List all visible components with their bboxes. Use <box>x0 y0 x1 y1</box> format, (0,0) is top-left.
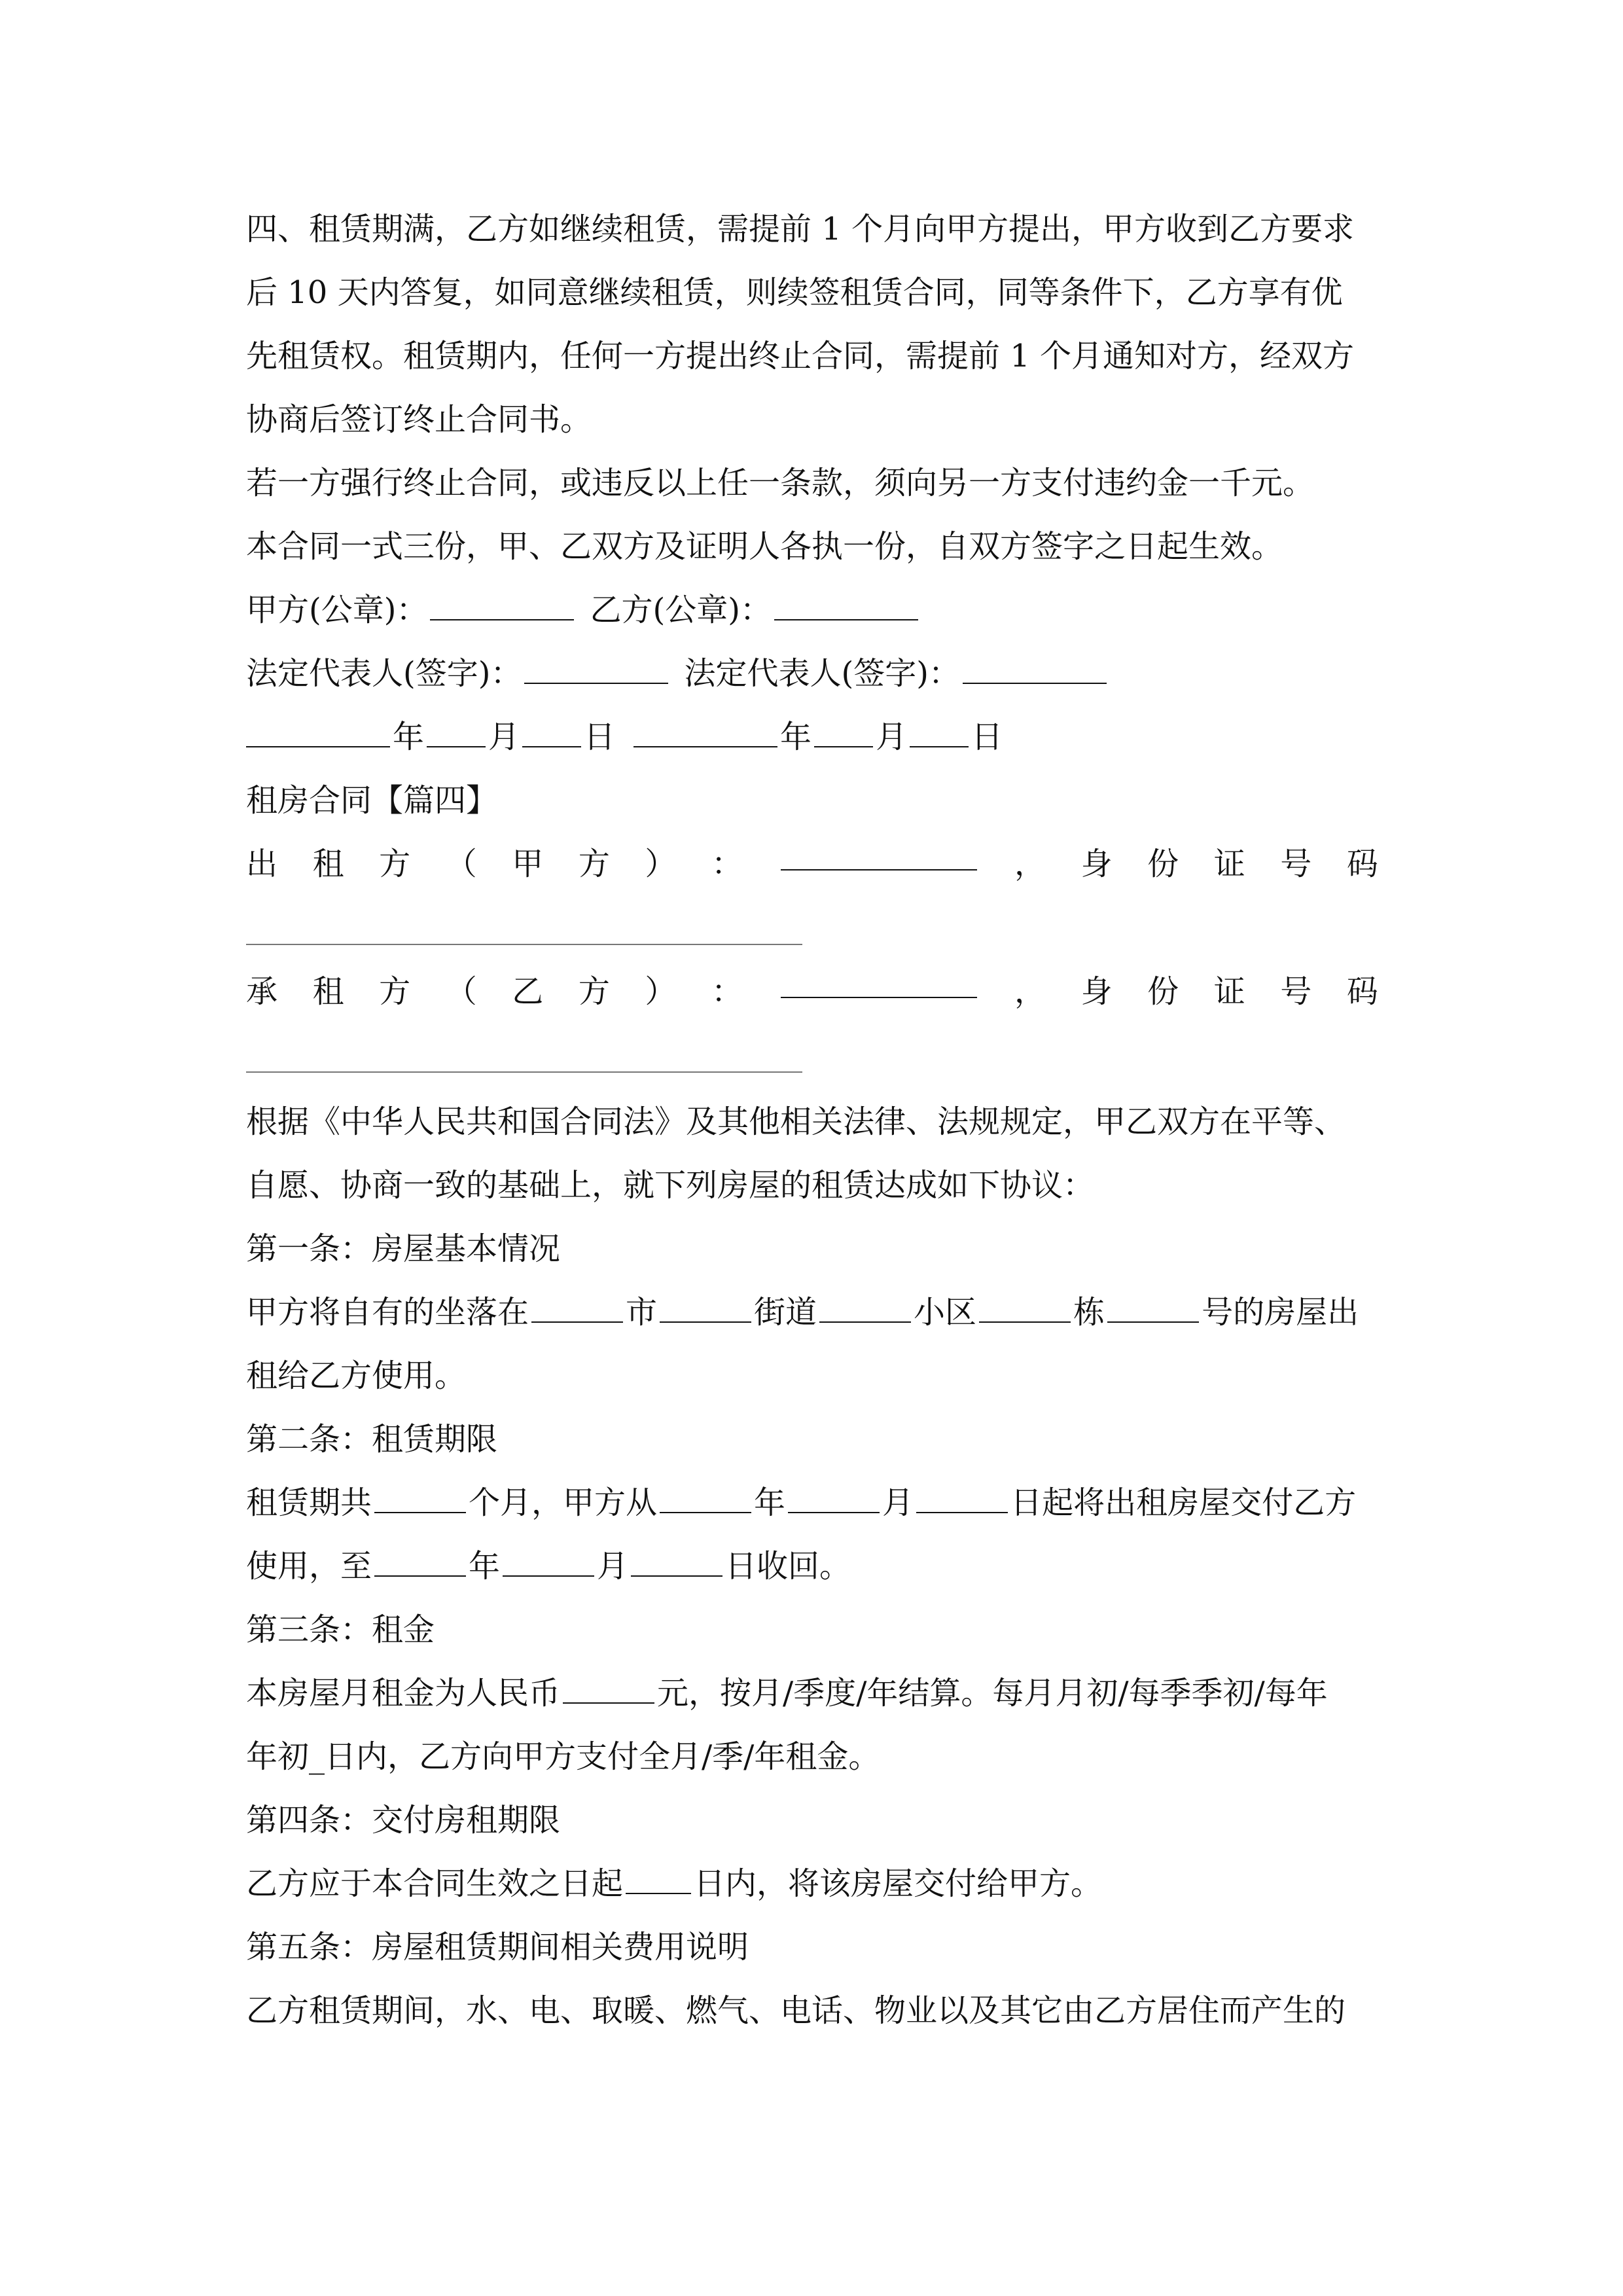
lessor-char: 身 <box>1080 846 1113 882</box>
party-a-seal-blank[interactable] <box>430 593 574 620</box>
article-2-line <box>246 1482 1356 1524</box>
start-year-blank[interactable] <box>660 1486 751 1513</box>
text-span: 个月，甲方从 <box>469 1484 658 1521</box>
lessee-char: 乙 <box>512 973 544 1010</box>
lessee-char: ） <box>645 973 677 1010</box>
number-blank[interactable] <box>1107 1295 1199 1323</box>
text-span: 日收回。 <box>725 1548 851 1585</box>
lessee-char: 份 <box>1147 973 1179 1010</box>
day-label: 日 <box>971 719 1003 755</box>
days-blank[interactable] <box>626 1867 691 1894</box>
paragraph-line: 先租赁权。租赁期内，任何一方提出终止合同，需提前 1 个月通知对方，经双方 <box>246 338 1355 374</box>
lessee-char: 号 <box>1280 973 1312 1010</box>
party-b-seal-label: 乙方(公章)： <box>590 592 772 628</box>
text-span: 日起将出租房屋交付乙方 <box>1010 1484 1357 1521</box>
building-blank[interactable] <box>979 1295 1071 1323</box>
street-blank[interactable] <box>660 1295 751 1323</box>
lessee-line <box>246 971 1378 1013</box>
lessor-char: 租 <box>312 846 344 882</box>
lessor-char: 甲 <box>512 846 544 882</box>
text-span: 号的房屋出 <box>1202 1294 1359 1331</box>
date-a-year-blank[interactable] <box>246 720 390 747</box>
start-day-blank[interactable] <box>916 1486 1008 1513</box>
lessor-char: 码 <box>1346 846 1378 882</box>
month-label: 月 <box>488 719 520 755</box>
lessor-char: （ <box>445 846 477 882</box>
article-1-title: 第一条：房屋基本情况 <box>246 1230 561 1267</box>
intro-line: 自愿、协商一致的基础上，就下列房屋的租赁达成如下协议： <box>246 1167 1095 1204</box>
end-day-blank[interactable] <box>631 1549 722 1577</box>
date-a-month-blank[interactable] <box>427 720 486 747</box>
article-4-title: 第四条：交付房租期限 <box>246 1802 561 1839</box>
lessee-char: ， <box>1014 973 1046 1010</box>
article-5-title: 第五条：房屋租赁期间相关费用说明 <box>246 1929 749 1965</box>
date-b-month-blank[interactable] <box>814 720 873 747</box>
start-month-blank[interactable] <box>788 1486 880 1513</box>
lessor-char: 号 <box>1280 846 1312 882</box>
text-span: 街道 <box>754 1294 817 1331</box>
year-label: 年 <box>393 719 425 755</box>
lessor-char: 方 <box>379 846 411 882</box>
day-label: 日 <box>584 719 616 755</box>
article-1-line <box>246 1291 1359 1333</box>
text-span: 市 <box>626 1294 658 1331</box>
end-month-blank[interactable] <box>503 1549 594 1577</box>
article-3-line <box>246 1672 1328 1714</box>
contract-heading: 租房合同【篇四】 <box>246 782 498 819</box>
text-span: 小区 <box>914 1294 977 1331</box>
text-span: 本房屋月租金为人民币 <box>246 1675 561 1712</box>
paragraph-line: 协商后签订终止合同书。 <box>246 401 592 438</box>
lessee-char: 证 <box>1213 973 1245 1010</box>
text-span: 年 <box>754 1484 786 1521</box>
lessor-char: 出 <box>246 846 278 882</box>
lessor-char: ： <box>711 846 743 882</box>
party-b-seal-blank[interactable] <box>774 593 918 620</box>
lessor-char: 份 <box>1147 846 1179 882</box>
lessee-char: 码 <box>1346 973 1378 1010</box>
city-blank[interactable] <box>531 1295 623 1323</box>
article-5-line: 乙方租赁期间，水、电、取暖、燃气、电话、物业以及其它由乙方居住而产生的 <box>246 1992 1346 2029</box>
text-span: 日内，将该房屋交付给甲方。 <box>694 1865 1103 1902</box>
lessee-id-blank[interactable] <box>246 1071 802 1073</box>
article-4-line <box>246 1863 1102 1905</box>
text-span: 月 <box>597 1548 629 1585</box>
lessor-char: ） <box>645 846 677 882</box>
rent-amount-blank[interactable] <box>563 1676 654 1704</box>
lessor-line <box>246 843 1378 885</box>
text-span: 租赁期共 <box>246 1484 372 1521</box>
copies-clause: 本合同一式三份，甲、乙双方及证明人各执一份，自双方签字之日起生效。 <box>246 528 1283 565</box>
lessee-char: 方 <box>578 973 610 1010</box>
article-1-line: 租给乙方使用。 <box>246 1357 467 1394</box>
lessor-char: ， <box>1014 846 1046 882</box>
text-span: 元，按月/季度/年结算。每月月初/每季季初/每年 <box>657 1675 1328 1712</box>
article-3-line: 年初_日内，乙方向甲方支付全月/季/年租金。 <box>246 1738 880 1775</box>
lessor-char: 方 <box>578 846 610 882</box>
date-b-day-blank[interactable] <box>910 720 969 747</box>
text-span: 月 <box>882 1484 914 1521</box>
lessor-char: 证 <box>1213 846 1245 882</box>
months-blank[interactable] <box>374 1486 466 1513</box>
date-a-day-blank[interactable] <box>522 720 581 747</box>
lessee-name-blank[interactable] <box>781 971 977 998</box>
text-span: 乙方应于本合同生效之日起 <box>246 1865 624 1902</box>
legal-rep-a-label: 法定代表人(签字)： <box>246 655 522 692</box>
party-a-seal-label: 甲方(公章)： <box>246 592 428 628</box>
article-2-title: 第二条：租赁期限 <box>246 1421 498 1458</box>
end-year-blank[interactable] <box>374 1549 466 1577</box>
lessee-char: 租 <box>312 973 344 1010</box>
community-blank[interactable] <box>819 1295 911 1323</box>
article-2-line <box>246 1545 851 1587</box>
legal-rep-line <box>246 653 1109 694</box>
year-label: 年 <box>780 719 812 755</box>
party-seal-line <box>246 589 921 631</box>
penalty-clause: 若一方强行终止合同，或违反以上任一条款，须向另一方支付违约金一千元。 <box>246 465 1315 501</box>
text-span: 栋 <box>1073 1294 1105 1331</box>
text-span: 年 <box>469 1548 501 1585</box>
text-span: 使用，至 <box>246 1548 372 1585</box>
article-3-title: 第三条：租金 <box>246 1611 435 1648</box>
lessee-char: 身 <box>1080 973 1113 1010</box>
intro-line: 根据《中华人民共和国合同法》及其他相关法律、法规规定，甲乙双方在平等、 <box>246 1103 1346 1140</box>
text-span: 甲方将自有的坐落在 <box>246 1294 529 1331</box>
date-b-year-blank[interactable] <box>633 720 777 747</box>
lessee-char: 承 <box>246 973 278 1010</box>
legal-rep-b-label: 法定代表人(签字)： <box>684 655 960 692</box>
lessor-name-blank[interactable] <box>781 843 977 870</box>
month-label: 月 <box>876 719 908 755</box>
paragraph-line: 四、租赁期满，乙方如继续租赁，需提前 1 个月向甲方提出，甲方收到乙方要求 <box>246 211 1355 247</box>
lessor-id-blank[interactable] <box>246 944 802 945</box>
date-line <box>246 716 1003 758</box>
lessee-char: 方 <box>379 973 411 1010</box>
paragraph-line: 后 10 天内答复，如同意继续租赁，则续签租赁合同，同等条件下，乙方享有优 <box>246 274 1343 311</box>
lessee-char: （ <box>445 973 477 1010</box>
legal-rep-a-blank[interactable] <box>524 656 668 684</box>
legal-rep-b-blank[interactable] <box>963 656 1107 684</box>
lessee-char: ： <box>711 973 743 1010</box>
